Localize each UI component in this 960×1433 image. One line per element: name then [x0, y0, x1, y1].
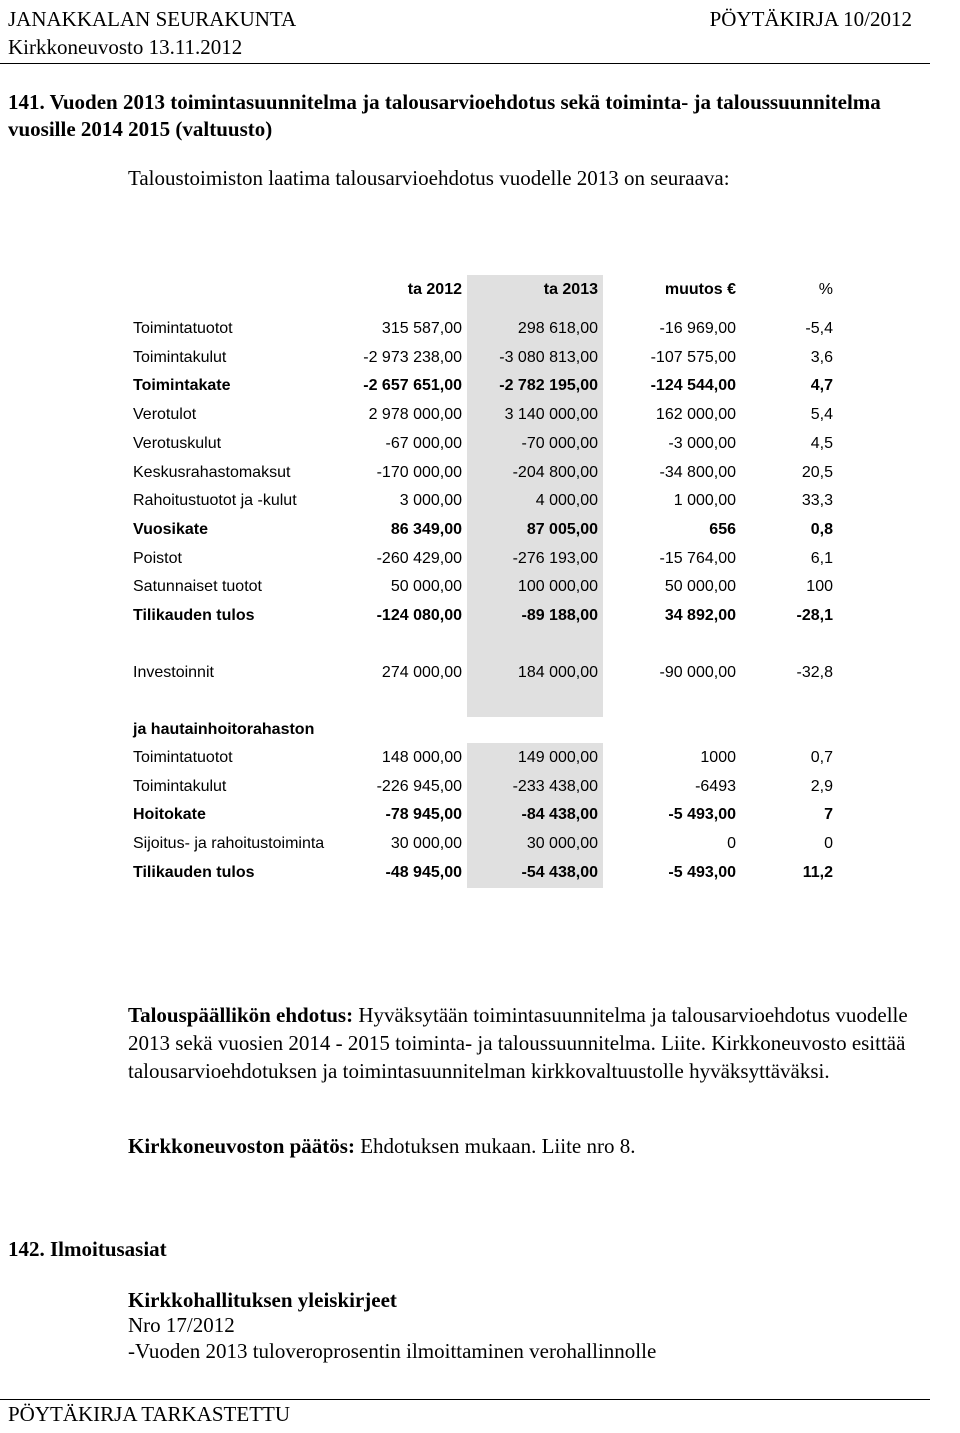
table-row: [0, 320, 960, 344]
row-ta2012: 315 587,00: [381, 320, 462, 337]
row-percent: 3,6: [810, 348, 833, 366]
row-muutos: -90 000,00: [659, 664, 736, 681]
row-percent: 0: [824, 835, 833, 853]
row-ta2012: 274 000,00: [381, 664, 462, 681]
row-ta2013: 3 140 000,00: [504, 406, 598, 424]
header-rule: [0, 63, 930, 64]
row-percent: 5,4: [810, 406, 833, 424]
row-ta2013: -233 438,00: [512, 777, 598, 795]
row-muutos: -34 800,00: [659, 463, 736, 481]
row-ta2012: -2 973 238,00: [363, 348, 462, 366]
footer-text: PÖYTÄKIRJA TARKASTETTU: [8, 1402, 291, 1426]
row-percent: 11,2: [802, 863, 833, 881]
row-ta2013: 4 000,00: [535, 492, 598, 510]
row-ta2012: -124 080,00: [376, 607, 462, 624]
row-ta2013: 184 000,00: [517, 664, 598, 681]
row-ta2012: 2 978 000,00: [368, 406, 462, 424]
decision-label: Kirkkoneuvoston päätös:: [128, 1134, 355, 1158]
row-percent: 33,3: [801, 492, 833, 510]
table-header-row: [0, 281, 960, 305]
row-muutos: 162 000,00: [655, 406, 736, 424]
table-row: [0, 464, 960, 488]
section-141-title: 141. Vuoden 2013 toimintasuunnitelma ja talousarvioehdotus sekä toiminta- ja taloussuunnitelma vuosille 2014 2015 (valtuusto): [8, 90, 881, 141]
table-row: [0, 406, 960, 430]
row-ta2013: -3 080 813,00: [499, 348, 598, 366]
row-ta2013: 87 005,00: [526, 520, 598, 538]
table-row: [0, 835, 960, 859]
hauta-heading: [0, 721, 960, 745]
row-label: Verotuskulut: [133, 434, 222, 452]
row-label: Hoitokate: [133, 806, 206, 824]
row-ta2012: -78 945,00: [385, 806, 462, 824]
row-muutos: 1 000,00: [673, 492, 736, 510]
row-percent: 7: [824, 806, 833, 824]
table-row: [0, 607, 960, 631]
row-ta2013: -276 193,00: [512, 549, 598, 567]
table-row: [0, 550, 960, 574]
row-muutos: -107 575,00: [650, 348, 736, 366]
row-ta2012: -48 945,00: [385, 863, 462, 881]
table-row: [0, 864, 960, 888]
hauta-heading-label: ja hautainhoitorahaston: [133, 721, 315, 738]
row-percent: 0,7: [810, 749, 833, 766]
proposal-label: Talouspäällikön ehdotus:: [128, 1003, 354, 1027]
row-ta2012: 148 000,00: [381, 749, 462, 766]
header-muutos: muutos €: [664, 281, 736, 298]
row-label: Satunnaiset tuotot: [133, 578, 262, 596]
row-label: Sijoitus- ja rahoitustoiminta: [133, 835, 325, 853]
row-muutos: 34 892,00: [664, 607, 736, 624]
row-percent: 100: [806, 578, 833, 596]
header-ta2013: ta 2013: [543, 281, 598, 298]
row-muutos: 0: [727, 835, 736, 853]
row-ta2012: 30 000,00: [390, 835, 462, 853]
row-ta2012: -2 657 651,00: [363, 377, 462, 395]
table-row-investoinnit: [0, 664, 960, 688]
row-ta2013: -204 800,00: [512, 463, 598, 481]
row-label: Toimintatuotot: [133, 320, 233, 337]
row-ta2013: 30 000,00: [526, 835, 598, 853]
row-ta2013: -89 188,00: [521, 607, 598, 624]
header-organization: JANAKKALAN SEURAKUNTA: [8, 7, 297, 31]
row-muutos: 656: [709, 520, 736, 538]
row-percent: 20,5: [801, 463, 833, 481]
row-label: Tilikauden tulos: [133, 607, 255, 624]
section-142-subheading: Kirkkohallituksen yleiskirjeet: [128, 1288, 397, 1312]
header-meeting-date: Kirkkoneuvosto 13.11.2012: [8, 35, 243, 59]
proposal-text: Hyväksytään toimintasuunnitelma ja talousarvioehdotus vuodelle 2013 sekä vuosien 2014 - 2015 toiminta- ja taloussuunnitelma. Liite. Kirkkoneuvosto esittää talousarvioehdotuksen ja toimintasuunnitelman kirkkovaltuustolle hyväksyttäväksi.: [128, 1003, 908, 1083]
row-ta2013: -54 438,00: [521, 863, 598, 881]
decision-paragraph: [128, 1132, 948, 1160]
row-ta2012: 3 000,00: [399, 492, 462, 510]
header-ta2012: ta 2012: [407, 281, 462, 298]
table-row: [0, 749, 960, 773]
row-ta2013: 100 000,00: [517, 578, 598, 596]
row-muutos: -5 493,00: [668, 806, 736, 824]
row-muutos: -3 000,00: [668, 434, 736, 452]
table-row: [0, 349, 960, 373]
row-percent: 4,7: [810, 377, 833, 395]
row-label: Poistot: [133, 549, 182, 567]
row-percent: -32,8: [796, 664, 833, 681]
header-percent: %: [818, 281, 833, 298]
row-ta2012: -67 000,00: [385, 434, 462, 452]
row-muutos: 1000: [700, 749, 736, 766]
row-muutos: -124 544,00: [650, 377, 736, 395]
row-label: Rahoitustuotot ja -kulut: [133, 492, 297, 510]
proposal-paragraph: [128, 1001, 948, 1085]
row-muutos: -6493: [695, 777, 736, 795]
row-percent: 2,9: [810, 777, 833, 795]
row-label: Toimintakulut: [133, 777, 227, 795]
row-percent: -5,4: [805, 320, 833, 337]
row-label: Investoinnit: [133, 664, 214, 681]
decision-text: Ehdotuksen mukaan. Liite nro 8.: [354, 1134, 636, 1158]
header-document-number: PÖYTÄKIRJA 10/2012: [709, 7, 912, 31]
table-row: [0, 521, 960, 545]
row-ta2013: -70 000,00: [521, 434, 598, 452]
row-percent: 0,8: [810, 520, 833, 538]
row-ta2013: 298 618,00: [517, 320, 598, 337]
row-ta2013: 149 000,00: [517, 749, 598, 766]
section-142-title: 142. Ilmoitusasiat: [8, 1237, 167, 1261]
table-row: [0, 778, 960, 802]
row-label: Toimintakulut: [133, 348, 227, 366]
row-label: Toimintatuotot: [133, 749, 233, 766]
row-muutos: -15 764,00: [659, 549, 736, 567]
row-ta2012: -226 945,00: [376, 777, 462, 795]
row-percent: 6,1: [810, 549, 833, 567]
row-ta2012: -170 000,00: [376, 463, 462, 481]
row-ta2012: 86 349,00: [390, 520, 462, 538]
table-row: [0, 435, 960, 459]
row-percent: 4,5: [810, 434, 833, 452]
section-142-item: -Vuoden 2013 tuloveroprosentin ilmoittaminen verohallinnolle: [128, 1339, 657, 1363]
row-label: Tilikauden tulos: [133, 863, 255, 881]
row-ta2013: -2 782 195,00: [499, 377, 598, 395]
row-label: Toimintakate: [133, 377, 231, 395]
table-row: [0, 492, 960, 516]
row-percent: -28,1: [796, 607, 833, 624]
section-142-number: Nro 17/2012: [128, 1313, 235, 1337]
footer-rule: [0, 1399, 930, 1400]
table-row: [0, 578, 960, 602]
row-label: Keskusrahastomaksut: [133, 463, 291, 481]
section-141-intro: Taloustoimiston laatima talousarvioehdotus vuodelle 2013 on seuraava:: [128, 166, 730, 190]
row-muutos: -16 969,00: [659, 320, 736, 337]
table-row: [0, 377, 960, 401]
row-label: Vuosikate: [133, 520, 208, 538]
table-row: [0, 806, 960, 830]
row-ta2013: -84 438,00: [521, 806, 598, 824]
row-ta2012: -260 429,00: [376, 549, 462, 567]
row-muutos: 50 000,00: [664, 578, 736, 596]
row-muutos: -5 493,00: [668, 863, 736, 881]
row-ta2012: 50 000,00: [390, 578, 462, 596]
row-label: Verotulot: [133, 406, 197, 424]
